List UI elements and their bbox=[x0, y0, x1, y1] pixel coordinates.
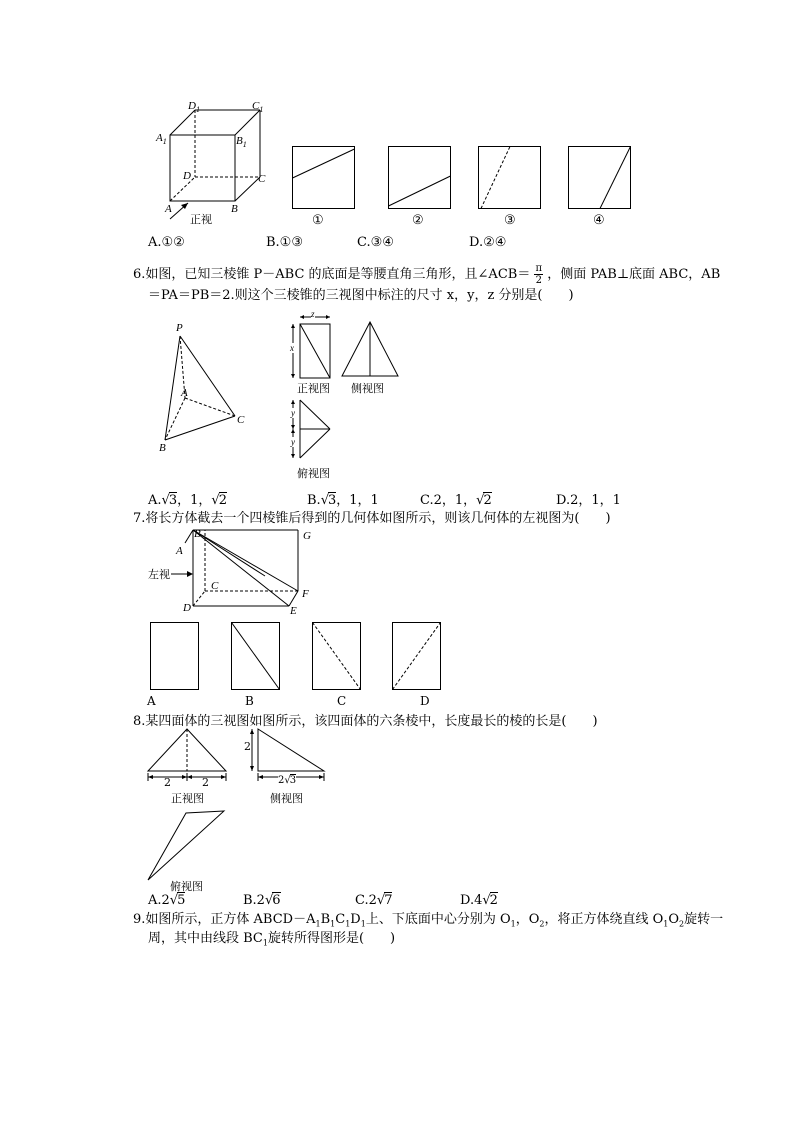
pyramid-label-b: B bbox=[159, 442, 166, 454]
q8-option-d[interactable]: D.4√2 bbox=[460, 893, 498, 908]
view-1 bbox=[292, 146, 356, 210]
q8-front-dim-right: 2 bbox=[202, 776, 209, 789]
dim-label-y1: y bbox=[291, 408, 295, 418]
q7-question: 7.将长方体截去一个四棱锥后得到的几何体如图所示，则该几何体的左视图为( ) bbox=[133, 511, 611, 526]
cube-label-d1: $D_1$ bbox=[188, 100, 200, 115]
q5-option-b[interactable]: B.①③ bbox=[266, 235, 303, 250]
solid-label-e: E bbox=[290, 605, 297, 617]
q8-front-view-caption: 正视图 bbox=[171, 792, 204, 805]
solid-label-f: F bbox=[302, 588, 309, 600]
q6-question-line2: ＝PA＝PB＝2.则这个三棱锥的三视图中标注的尺寸 x，y，z 分别是( ) bbox=[148, 288, 574, 303]
q8-side-view-caption: 侧视图 bbox=[270, 792, 303, 805]
q6-top-view-caption: 俯视图 bbox=[297, 467, 330, 480]
q5-option-c[interactable]: C.③④ bbox=[357, 235, 394, 250]
view-2 bbox=[388, 146, 452, 210]
q8-top-view bbox=[146, 808, 230, 884]
q7-choice-letter-b: B bbox=[245, 694, 254, 708]
left-view-arrow bbox=[171, 570, 195, 580]
view-3 bbox=[478, 146, 542, 210]
cube-label-b: B bbox=[231, 203, 238, 215]
dim-label-z: z bbox=[311, 309, 315, 319]
q9-question-line1: 9.如图所示，正方体 $ABCD-A_1B_1C_1D_1$上、下底面中心分别为 $O_1$，$O_2$，将正方体绕直线 $O_1O_2$旋转一 bbox=[133, 912, 724, 929]
q8-side-dim-width: 2√3 bbox=[278, 775, 297, 786]
cube-label-a1: $A_1$ bbox=[156, 132, 167, 147]
view-number-4: ④ bbox=[593, 213, 605, 228]
pyramid-label-a: A bbox=[181, 387, 188, 399]
dim-label-x: x bbox=[290, 343, 294, 353]
q6-question-line1: 6.如图，已知三棱锥 P－ABC 的底面是等腰直角三角形，且∠ACB＝ $\frac{\pi}{2}$ ，侧面 PAB⊥底面 ABC，AB bbox=[133, 263, 721, 286]
view-number-3: ③ bbox=[504, 213, 516, 228]
q6-top-view bbox=[288, 396, 338, 462]
cube-label-c: C bbox=[258, 173, 266, 185]
q8-top-view-caption: 俯视图 bbox=[170, 880, 203, 893]
dim-label-y2: y bbox=[291, 437, 295, 447]
view-number-2: ② bbox=[412, 213, 424, 228]
left-view-label: 左视 bbox=[148, 568, 170, 581]
cube-label-a: A bbox=[165, 203, 172, 215]
solid-label-c: C bbox=[211, 580, 219, 592]
q8-front-dim-left: 2 bbox=[164, 776, 171, 789]
pyramid-figure bbox=[150, 318, 260, 458]
q7-choice-letter-c: C bbox=[337, 694, 347, 708]
q7-choice-d[interactable] bbox=[392, 622, 442, 692]
q5-option-a[interactable]: A.①② bbox=[148, 235, 185, 250]
q6-fraction: $\frac{\pi}{2}$ bbox=[535, 263, 543, 286]
q6-option-a[interactable]: A.√3，1，√2 bbox=[148, 493, 227, 508]
solid-label-a: A bbox=[176, 545, 183, 557]
q6-option-c[interactable]: C.2，1，√2 bbox=[420, 493, 492, 508]
view-4 bbox=[568, 146, 632, 210]
solid-label-b: B bbox=[194, 528, 201, 540]
cube-label-d: D bbox=[183, 170, 191, 182]
q6-front-view-caption: 正视图 bbox=[297, 382, 330, 395]
solid-label-d: D bbox=[183, 602, 191, 614]
cube-label-c1: $C_1$ bbox=[252, 100, 264, 115]
front-view-arrow-label: 正视 bbox=[190, 213, 212, 226]
q8-option-b[interactable]: B.2√6 bbox=[243, 893, 281, 908]
pyramid-label-p: P bbox=[176, 322, 183, 334]
pyramid-label-c: C bbox=[237, 414, 245, 426]
q8-question: 8.某四面体的三视图如图所示，该四面体的六条棱中，长度最长的棱的长是( ) bbox=[133, 714, 598, 729]
q5-option-d[interactable]: D.②④ bbox=[469, 235, 507, 250]
q9-question-line2: 周，其中由线段 $BC_1$旋转所得图形是( ) bbox=[148, 931, 396, 948]
q7-choice-letter-d: D bbox=[420, 694, 430, 708]
q8-option-a[interactable]: A.2√5 bbox=[148, 893, 186, 908]
q6-side-view bbox=[340, 318, 402, 380]
q6-option-b[interactable]: B.√3，1，1 bbox=[307, 493, 379, 508]
q7-choice-a[interactable] bbox=[150, 622, 200, 692]
solid-label-g: G bbox=[303, 530, 311, 542]
q6-front-view bbox=[288, 312, 338, 382]
q7-solid-figure bbox=[185, 528, 310, 613]
q8-front-view bbox=[146, 727, 230, 785]
q7-choice-c[interactable] bbox=[312, 622, 362, 692]
view-number-1: ① bbox=[312, 213, 324, 228]
q8-side-dim-height: 2 bbox=[244, 740, 251, 753]
q7-choice-letter-a: A bbox=[147, 694, 156, 708]
q6-option-d[interactable]: D.2，1，1 bbox=[556, 493, 621, 508]
q8-option-c[interactable]: C.2√7 bbox=[355, 893, 393, 908]
cube-label-b1: $B_1$ bbox=[236, 135, 247, 150]
q7-choice-b[interactable] bbox=[231, 622, 281, 692]
q6-side-view-caption: 侧视图 bbox=[351, 382, 384, 395]
